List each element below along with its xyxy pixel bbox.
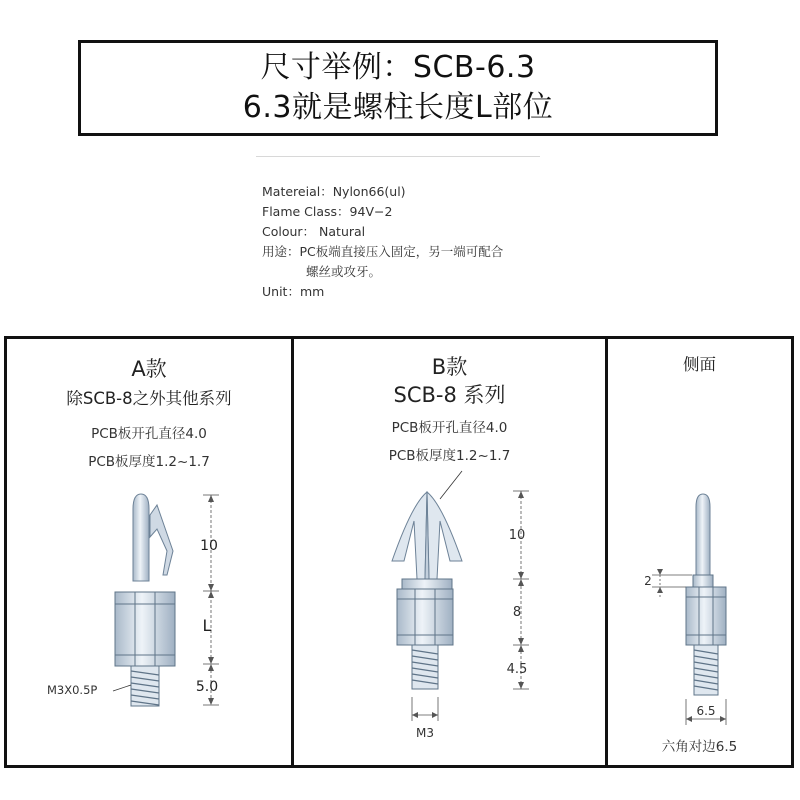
panel-a-pin xyxy=(133,494,149,581)
panel-b-thickness: PCB板厚度1.2~1.7 xyxy=(388,448,511,464)
panel-c-thread xyxy=(694,645,718,695)
title-line-1: 尺寸举例：SCB-6.3 xyxy=(260,50,536,85)
title-box xyxy=(78,40,718,136)
divider xyxy=(256,156,540,157)
panel-a-drawing xyxy=(7,339,291,765)
spec-block xyxy=(262,182,503,302)
panel-c-heading: 侧面 xyxy=(683,355,716,374)
panel-a-thickness: PCB板厚度1.2~1.7 xyxy=(88,454,210,470)
spec-unit: Unit：mm xyxy=(262,284,325,299)
panel-b-subheading: SCB-8 系列 xyxy=(393,383,506,407)
panel-b-thread xyxy=(412,645,438,689)
panel-b-heading: B款 xyxy=(431,355,468,379)
spec-usage: 用途：PC板端直接压入固定，另一端可配合 xyxy=(262,244,504,259)
panel-c-pin xyxy=(696,494,710,575)
panel-c-width-label: 6.5 xyxy=(696,704,716,718)
panel-a-subheading: 除SCB-8之外其他系列 xyxy=(66,389,232,408)
panel-b-hole: PCB板开孔直径4.0 xyxy=(391,420,508,436)
panel-a-barb xyxy=(150,505,173,575)
panel-b-thread-label: M3 xyxy=(416,726,434,740)
panel-a-heading: A款 xyxy=(131,357,167,381)
panel-a-thread xyxy=(131,666,159,706)
panel-c-hex-note: 六角对边6.5 xyxy=(661,739,738,755)
panel-c-dim-small: 2 xyxy=(644,574,652,588)
panel-b-body xyxy=(397,589,453,645)
panel-a-hole: PCB板开孔直径4.0 xyxy=(91,426,207,442)
panel-b-dim-bottom: 4.5 xyxy=(506,662,528,677)
panel-a-dim-top: 10 xyxy=(200,538,218,554)
panel-a-dim-mid: L xyxy=(202,616,212,635)
spec-colour: Colour： Natural xyxy=(262,224,366,239)
panel-b-arrow-tip xyxy=(392,492,462,579)
panel-b-dim-top: 10 xyxy=(508,528,526,543)
panel-b-drawing xyxy=(294,339,605,765)
spec-flame-class: Flame Class：94V−2 xyxy=(262,204,393,219)
title-line-2: 6.3就是螺柱长度L部位 xyxy=(242,90,554,125)
panel-c-drawing xyxy=(608,339,791,765)
panel-a-dimension xyxy=(203,495,219,705)
spec-usage-cont: 螺丝或攻牙。 xyxy=(306,264,382,279)
panel-a-dim-bottom: 5.0 xyxy=(195,679,219,695)
panel-c-body xyxy=(686,587,726,645)
panel-b-dim-mid: 8 xyxy=(512,605,522,620)
product-panels xyxy=(4,336,794,768)
panel-a-thread-label: M3X0.5P xyxy=(47,683,98,697)
spec-material: Matereial：Nylon66(ul) xyxy=(262,184,406,199)
